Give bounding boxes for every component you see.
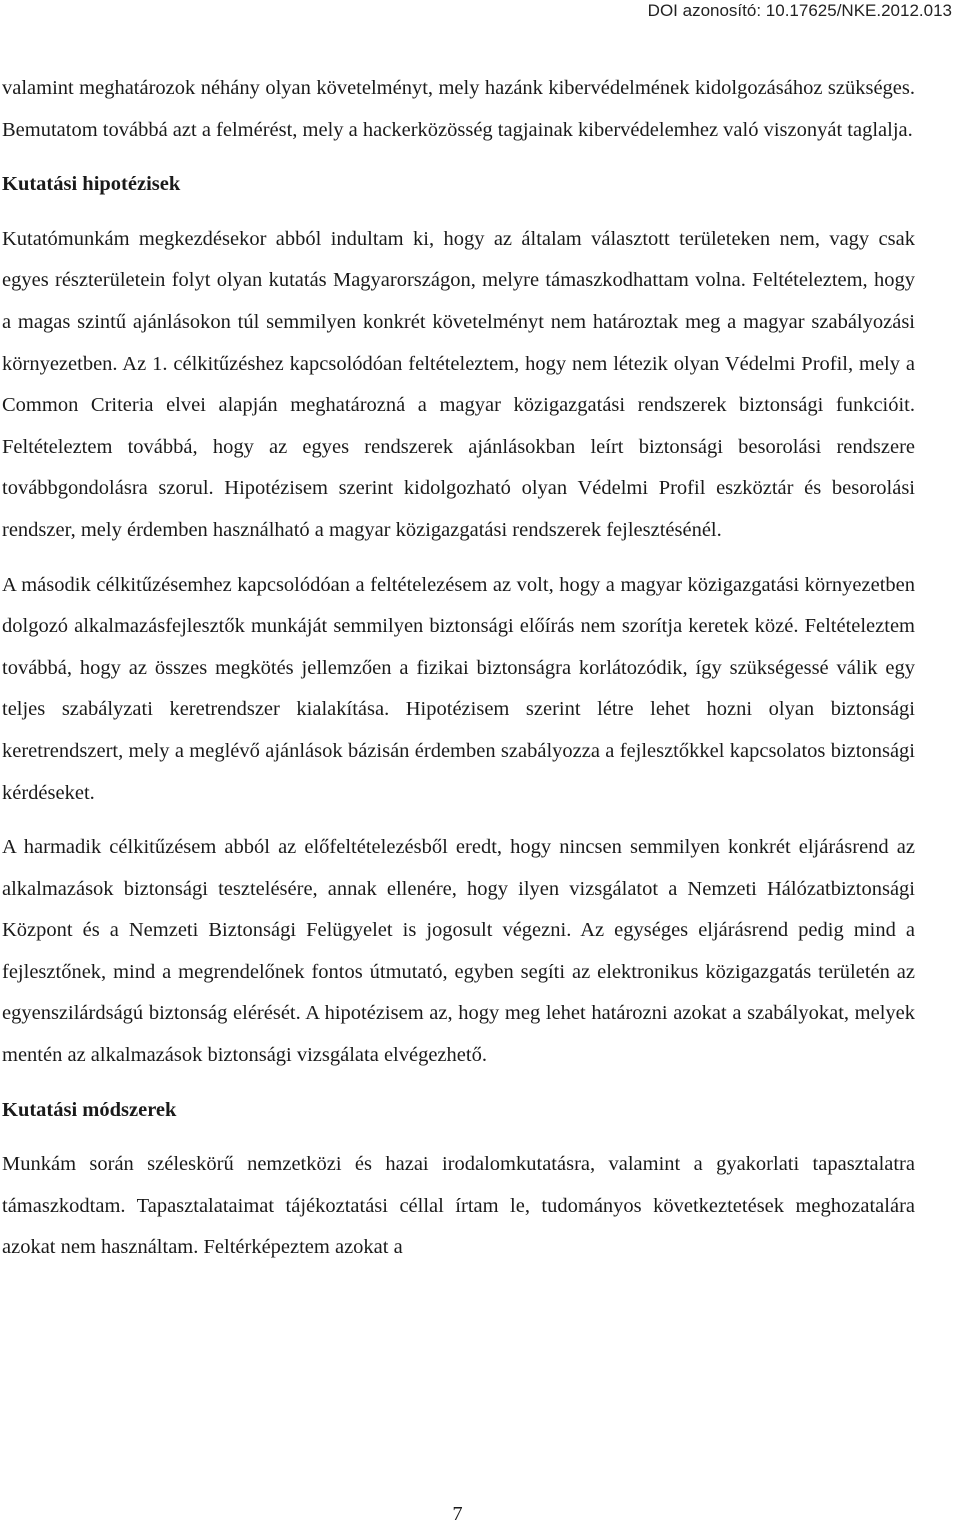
paragraph-gap bbox=[2, 814, 915, 827]
section-heading-hypotheses: Kutatási hipotézisek bbox=[2, 173, 181, 196]
document-body bbox=[2, 68, 915, 1269]
doi-identifier: DOI azonosító: 10.17625/NKE.2012.013 bbox=[647, 1, 952, 20]
hypothesis-paragraph-2: A második célkitűzésemhez kapcsolódóan a feltételezésem az volt, hogy a magyar közigazgatási környezetben dolgozó alkalmazásfejlesztők munkáját semmilyen biztonsági előírás nem szorítja keretek közé. Feltételeztem továbbá, hogy az összes megkötés jellemzően a fizikai biztonságra korlátozódik, így szükségessé válik egy teljes szabályzati keretrendszer kialakítása. Hipotézisem szerint létre lehet hozni olyan biztonsági keretrendszert, mely a meglévő ajánlások bázisán érdemben szabályozza a fejlesztőkkel kapcsolatos biztonsági kérdéseket. bbox=[2, 573, 915, 804]
paragraph-gap bbox=[2, 1077, 915, 1090]
page-number: 7 bbox=[452, 1503, 463, 1525]
hypothesis-paragraph-3: A harmadik célkitűzésem abból az előfeltételezésből eredt, hogy nincsen semmilyen konkrét eljárásrend az alkalmazások biztonsági tesztelésére, annak ellenére, hogy ilyen vizsgálatot a Nemzeti Hálózatbiztonsági Központ és a Nemzeti Biztonsági Felügyelet is jogosult végezni. Az egységes eljárásrend pedig mind a fejlesztőnek, mind a megrendelőnek fontos útmutató, egyben segíti az elektronikus közigazgatás területén az egyenszilárdságú biztonság elérését. A hipotézisem az, hogy meg lehet határozni azokat a szabályokat, melyek mentén az alkalmazások biztonsági vizsgálata elvégezhető. bbox=[2, 836, 915, 1067]
paragraph-gap bbox=[2, 1131, 915, 1144]
methods-paragraph: Munkám során széleskörű nemzetközi és hazai irodalomkutatásra, valamint a gyakorlati tapasztalatra támaszkodtam. Tapasztalataimat tájékoztatási céllal írtam le, tudományos következtetések meghozatalára azokat nem használtam. Feltérképeztem azokat a bbox=[2, 1153, 915, 1259]
paragraph-gap bbox=[2, 552, 915, 565]
section-heading-methods: Kutatási módszerek bbox=[2, 1098, 177, 1121]
intro-paragraph: valamint meghatározok néhány olyan követelményt, mely hazánk kibervédelmének kidolgozásához szükséges. Bemutatom továbbá azt a felmérést, mely a hackerközösség tagjainak kibervédelemhez való viszonyát taglalja. bbox=[2, 77, 915, 141]
paragraph-gap bbox=[2, 151, 915, 164]
hypothesis-paragraph-1: Kutatómunkám megkezdésekor abból indultam ki, hogy az általam választott területeken nem, vagy csak egyes részterületein folyt olyan kutatás Magyarországon, melyre támaszkodhattam volna. Feltételeztem, hogy a magas szintű ajánlásokon túl semmilyen konkrét követelményt nem határoztak meg a magyar szabályozási környezetben. Az 1. célkitűzéshez kapcsolódóan feltételeztem, hogy nem létezik olyan Védelmi Profil, mely a Common Criteria elvei alapján meghatározná a magyar közigazgatási rendszerek biztonsági funkcióit. Feltételeztem továbbá, hogy az egyes rendszerek ajánlásokban leírt biztonsági besorolási rendszere továbbgondolásra szorul. Hipotézisem szerint kidolgozható olyan Védelmi Profil eszköztár és besorolási rendszer, mely érdemben használható a magyar közigazgatási rendszerek fejlesztésénél. bbox=[2, 227, 915, 541]
paragraph-gap bbox=[2, 206, 915, 219]
